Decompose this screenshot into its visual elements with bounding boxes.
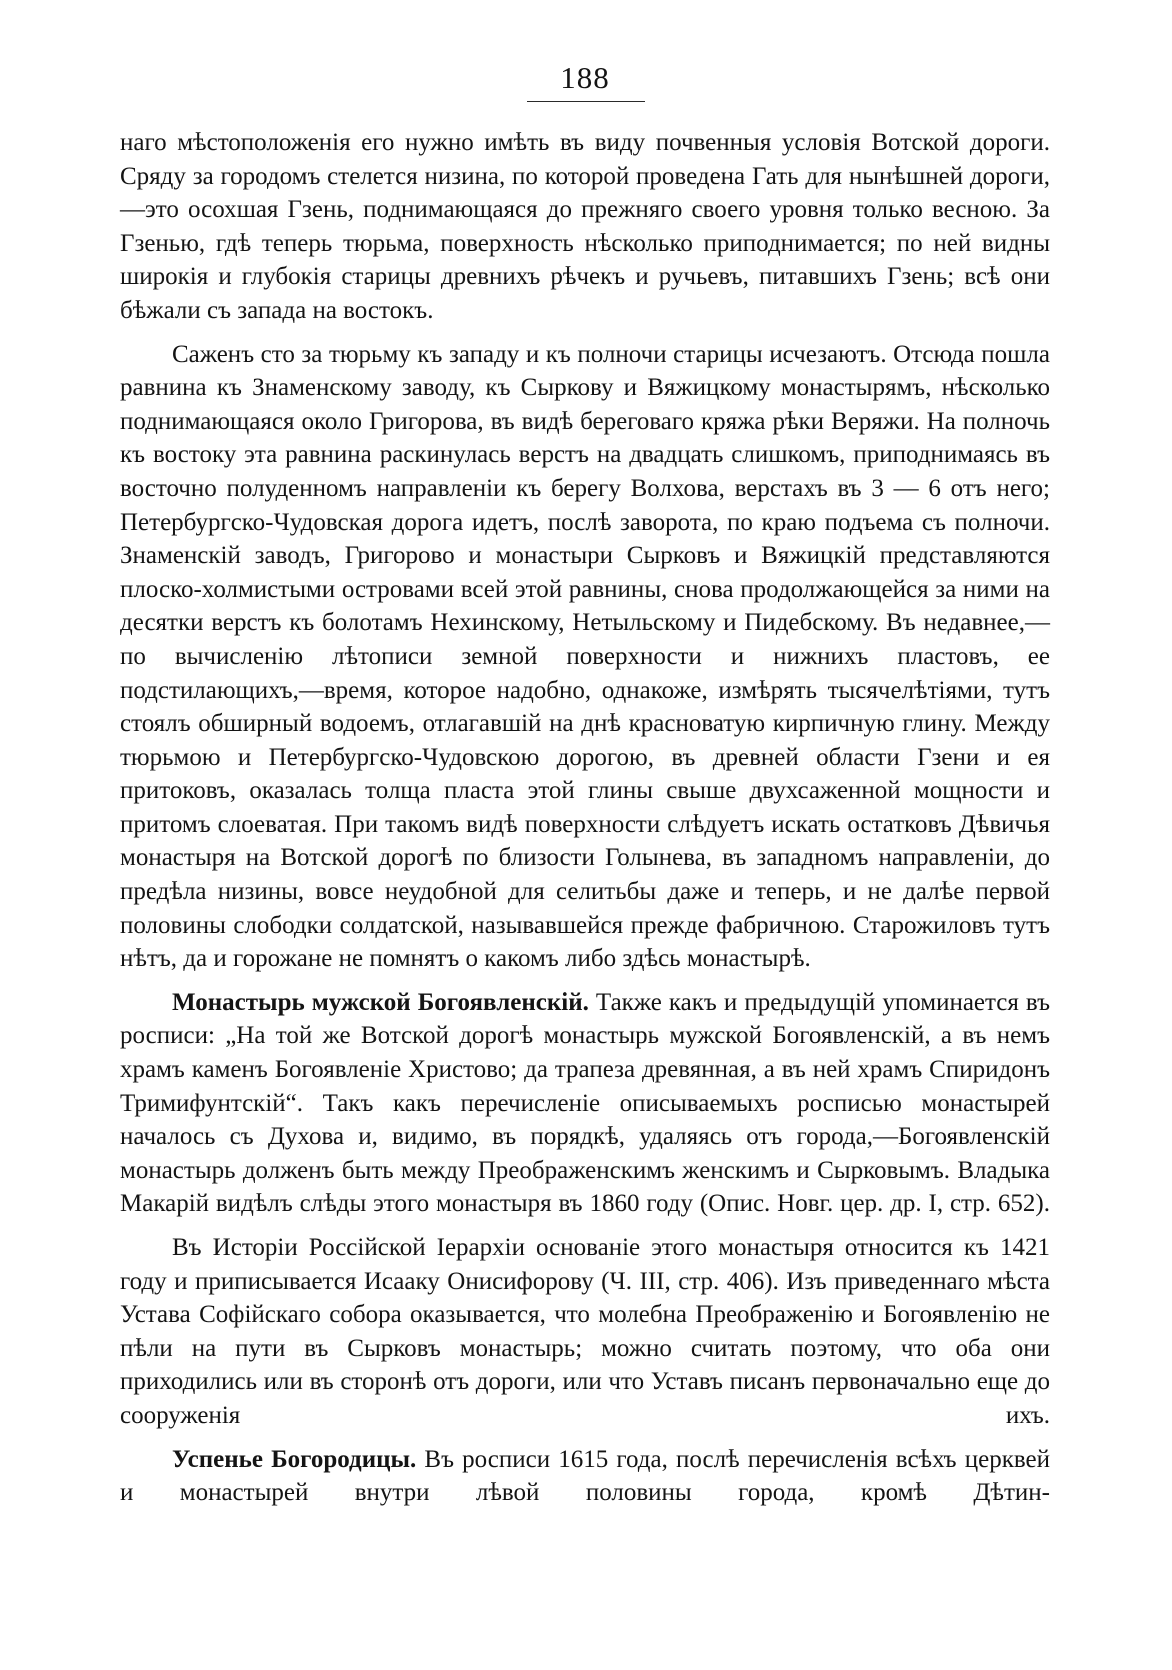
text-body xyxy=(120,126,1050,1510)
paragraph-text: Въ Исторіи Россійской Іерархіи основаніе этого монастыря относится къ 1421 году и приписывается Исааку Онисифорову (Ч. III, стр. 406). Изъ приведеннаго мѣста Устава Софійскаго собора оказывается, что молебна Преображенію и Богоявленію не пѣли на пути въ Сырковъ монастырь; можно считать поэтому, что оба они приходились или въ сторонѣ отъ дороги, или что Уставъ писанъ первоначально еще до сооруженія ихъ. xyxy=(120,1234,1050,1429)
paragraph-text: Саженъ сто за тюрьму къ западу и къ полночи старицы исчезаютъ. Отсюда пошла равнина къ Знаменскому заводу, къ Сыркову и Вяжицкому монастырямъ, нѣсколько поднимающаяся около Григорова, въ видѣ береговаго кряжа рѣки Веряжи. На полночь къ востоку эта равнина раскинулась верстъ на двадцать слишкомъ, приподнимаясь въ восточно полуденномъ направленіи къ берегу Волхова, верстахъ въ 3 — 6 отъ него; Петербургско-Чудовская дорога идетъ, послѣ заворота, по краю подъема съ полночи. Знаменскій заводъ, Григорово и монастыри Сырковъ и Вяжицкій представляются плоско-холмистыми островами всей этой равнины, снова продолжающейся за ними на десятки верстъ къ болотамъ Нехинскому, Нетыльскому и Пидебскому. Въ недавнее,—по вычисленію лѣтописи земной поверхности и нижнихъ пластовъ, ее подстилающихъ,—время, которое надобно, однакоже, измѣрять тысячелѣтіями, тутъ стоялъ обширный водоемъ, отлагавшій на днѣ красноватую кирпичную глину. Между тюрьмою и Петербургско-Чудовскою дорогою, въ древней области Гзени и ея притоковъ, оказалась толща пласта этой глины свыше двухсаженной мощности и притомъ слоеватая. При такомъ видѣ поверхности слѣдуетъ искать остатковъ Дѣвичья монастыря на Вотской дорогѣ по близости Голынева, въ западномъ направленіи, до предѣла низины, вовсе неудобной для селитьбы даже и теперь, и не далѣе первой половины слободки солдатской, называвшейся прежде фабричною. Старожиловъ тутъ нѣтъ, да и горожане не помнятъ о какомъ либо здѣсь монастырѣ. xyxy=(120,340,1050,973)
paragraph-text: Въ росписи 1615 года, послѣ перечисленія всѣхъ церквей и монастырей внутри лѣвой половины города, кромѣ Дѣтин- xyxy=(120,1445,1050,1507)
page-number: 188 xyxy=(560,60,610,95)
paragraph-5 xyxy=(120,1443,1050,1510)
paragraph-text: Также какъ и предыдущій упоминается въ росписи: „На той же Вотской дорогѣ монастырь мужской Богоявленскій, а въ немъ храмъ каменъ Богоявленіе Христово; да трапеза древянная, а въ ней храмъ Спиридонъ Тримифунтскій“. Такъ какъ перечисленіе описываемыхъ росписью монастырей началось съ Духова и, видимо, въ порядкѣ, удаляясь отъ города,—Богоявленскій монастырь долженъ быть между Преображенскимъ женскимъ и Сырковымъ. Владыка Макарій видѣлъ слѣды этого монастыря въ 1860 году (Опис. Новг. цер. др. I, стр. 652). xyxy=(120,988,1051,1218)
paragraph-2 xyxy=(120,338,1050,976)
header-rule xyxy=(527,101,645,102)
section-heading: Успенье Богородицы. xyxy=(172,1445,417,1473)
paragraph-4 xyxy=(120,1231,1050,1433)
paragraph-1 xyxy=(120,126,1050,328)
paragraph-text: наго мѣстоположенія его нужно имѣть въ виду почвенныя условія Вотской дороги. Сряду за городомъ стелется низина, по которой проведена Гать для нынѣшней дороги,—это осохшая Гзень, поднимающаяся до прежняго своего уровня только весною. За Гзенью, гдѣ теперь тюрьма, поверхность нѣсколько приподнимается; по ней видны широкія и глубокія старицы древнихъ рѣчекъ и ручьевъ, питавшихъ Гзень; всѣ они бѣжали съ запада на востокъ. xyxy=(120,129,1050,324)
section-heading: Монастырь мужской Богоявленскій. xyxy=(172,988,589,1016)
paragraph-3 xyxy=(120,986,1050,1221)
